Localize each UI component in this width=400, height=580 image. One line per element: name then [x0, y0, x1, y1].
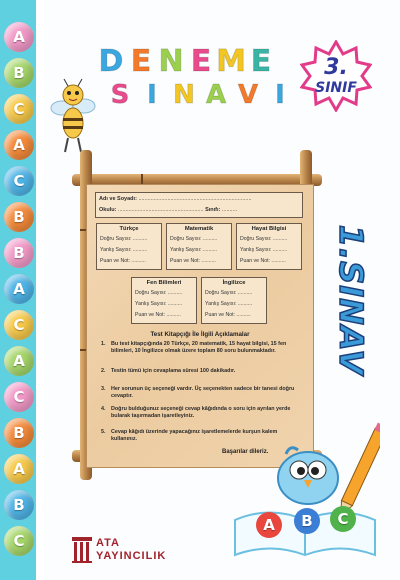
- letter-bubble: B: [4, 202, 34, 232]
- instruction-item: [101, 341, 299, 355]
- score-row: Doğru Sayısı: ..........: [170, 236, 218, 242]
- class-label: Sınıfı:: [205, 207, 221, 213]
- letter-bubble: B: [4, 490, 34, 520]
- instruction-text: Cevap kâğıdı üzerinde yapacağınız işaretlemelerde kurşun kalem kullanınız.: [111, 429, 278, 442]
- instruction-item: [101, 386, 299, 400]
- score-row: Yanlış Sayısı: ..........: [170, 247, 218, 253]
- school-dots: ........................................................: [117, 207, 204, 213]
- title-letter: N: [173, 80, 195, 110]
- publisher-emblem-icon: [72, 537, 92, 563]
- book-letter: B: [294, 508, 320, 534]
- instruction-number: 5.: [101, 429, 106, 435]
- score-row: Doğru Sayısı: ..........: [205, 290, 253, 296]
- class-dots: ..........: [221, 207, 238, 213]
- letter-bubble: A: [4, 274, 34, 304]
- score-row: Puan ve Not: ..........: [205, 312, 251, 318]
- score-row: Yanlış Sayısı: ..........: [205, 301, 253, 307]
- subject-box: [131, 277, 197, 324]
- instruction-text: Bu test kitapçığında 20 Türkçe, 20 matematik, 15 hayat bilgisi, 15 fen bilimleri, 10 İngilizce olmak üzere toplam 80 soru bulunmaktadır.: [111, 341, 287, 354]
- school-field: [99, 207, 237, 213]
- score-row: Doğru Sayısı: ..........: [240, 236, 288, 242]
- title-letter: I: [275, 80, 285, 110]
- bee-mascot-icon: [48, 78, 98, 158]
- letter-bubble: C: [4, 382, 34, 412]
- exam-number-label: 1.SINAV: [332, 224, 370, 376]
- title-deneme: [96, 44, 276, 79]
- letter-bubble: A: [4, 22, 34, 52]
- subject-name: Matematik: [184, 226, 214, 232]
- instruction-item: [101, 368, 299, 375]
- publisher-logo: [72, 533, 166, 563]
- grade-label: SINIF: [315, 80, 357, 96]
- closing-message: Başarılar dileriz.: [222, 449, 269, 455]
- title-letter: D: [98, 44, 124, 79]
- grade-number: 3.: [324, 55, 348, 80]
- instruction-number: 1.: [101, 341, 106, 347]
- subject-box: [96, 223, 162, 270]
- subject-box: [236, 223, 302, 270]
- name-field: [99, 196, 252, 202]
- instruction-text: Testin tümü için cevaplama süresi 100 dakikadır.: [111, 368, 236, 374]
- title-letter: S: [110, 80, 130, 110]
- subject-name: Türkçe: [119, 226, 139, 232]
- letter-bubble: B: [4, 238, 34, 268]
- subject-name: Fen Bilimleri: [146, 280, 182, 286]
- book-letter: A: [256, 512, 282, 538]
- letter-bubble: B: [4, 418, 34, 448]
- score-row: Yanlış Sayısı: ..........: [100, 247, 148, 253]
- score-row: Yanlış Sayısı: ..........: [240, 247, 288, 253]
- title-letter: N: [158, 44, 184, 79]
- score-row: Yanlış Sayısı: ..........: [135, 301, 183, 307]
- publisher-line2: YAYINCILIK: [96, 550, 167, 562]
- letter-bubble: C: [4, 166, 34, 196]
- letter-bubble: C: [4, 94, 34, 124]
- publisher-line1: ATA: [96, 537, 120, 549]
- letter-bubble: A: [4, 454, 34, 484]
- instructions-title: Test Kitapçığı İle İlgili Açıklamalar: [150, 331, 250, 338]
- instruction-text: Doğru bulduğunuz seçeneği cevap kâğıdında o soru için ayrılan yerde bularak taşırmadan işaretleyiniz.: [111, 406, 291, 419]
- letter-bubble: A: [4, 346, 34, 376]
- subject-box: [166, 223, 232, 270]
- title-letter: I: [147, 80, 157, 110]
- letter-bubble: C: [4, 526, 34, 556]
- school-label: Okulu:: [99, 207, 117, 213]
- title-letter: E: [250, 44, 272, 79]
- instruction-item: [101, 406, 299, 420]
- title-letter: E: [190, 44, 212, 79]
- subject-name: Hayat Bilgisi: [251, 226, 287, 232]
- publisher-name: [96, 537, 166, 563]
- name-label: Adı ve Soyadı:: [99, 196, 137, 202]
- subject-box: [201, 277, 267, 324]
- book-letter: C: [330, 506, 356, 532]
- title-letter: E: [130, 44, 152, 79]
- letter-bubble: C: [4, 310, 34, 340]
- title-sinavi: [104, 80, 296, 110]
- instruction-number: 2.: [101, 368, 106, 374]
- title-letter: V: [237, 80, 259, 110]
- title-letter: A: [205, 80, 227, 110]
- title-letter: M: [216, 44, 246, 79]
- score-row: Puan ve Not: ..........: [135, 312, 181, 318]
- name-dots: ..........................................................................: [138, 196, 252, 202]
- score-row: Puan ve Not: ..........: [240, 258, 286, 264]
- strip-divider: [36, 0, 44, 580]
- grade-badge: [300, 40, 372, 112]
- instruction-number: 3.: [101, 386, 106, 392]
- subject-name: İngilizce: [222, 280, 246, 286]
- instruction-number: 4.: [101, 406, 106, 412]
- score-row: Puan ve Not: ..........: [170, 258, 216, 264]
- score-row: Doğru Sayısı: ..........: [100, 236, 148, 242]
- letter-bubble: A: [4, 130, 34, 160]
- score-row: Puan ve Not: ..........: [100, 258, 146, 264]
- letter-bubble: B: [4, 58, 34, 88]
- score-row: Doğru Sayısı: ..........: [135, 290, 183, 296]
- instruction-text: Her sorunun üç seçeneği vardır. Üç seçenekten sadece bir tanesi doğru cevaptır.: [111, 386, 295, 399]
